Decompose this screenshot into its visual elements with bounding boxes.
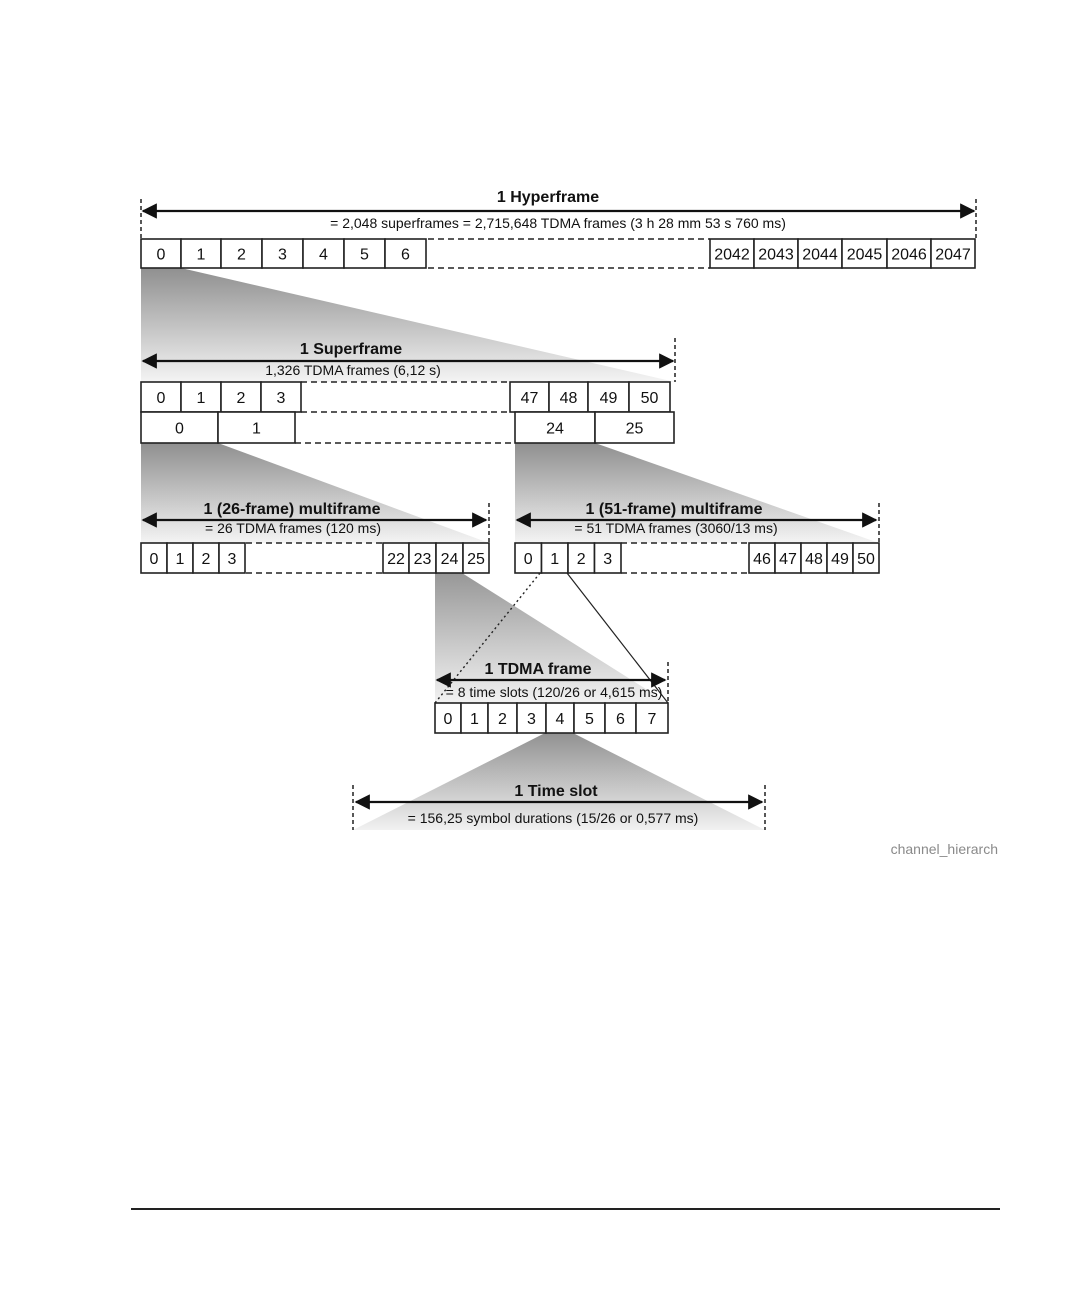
multiframe51-cell-label: 1 bbox=[550, 551, 560, 568]
hyperframe-cell-label: 0 bbox=[156, 246, 166, 264]
multiframe26-cell-label: 2 bbox=[201, 551, 211, 568]
superframe-cell-label: 50 bbox=[640, 390, 659, 407]
multiframe51-cell-label: 48 bbox=[805, 551, 823, 568]
multiframe26-title: 1 (26-frame) multiframe bbox=[203, 501, 381, 518]
multiframe26-subtitle: = 26 TDMA frames (120 ms) bbox=[205, 520, 381, 536]
superframe-cell-label: 25 bbox=[625, 420, 644, 438]
tdma-frame-cells bbox=[435, 703, 668, 733]
superframe-cell-label: 1 bbox=[196, 390, 206, 407]
superframe-subtitle: 1,326 TDMA frames (6,12 s) bbox=[265, 362, 441, 378]
multiframe51-cell-label: 50 bbox=[857, 551, 875, 568]
multiframe51-cells-left bbox=[515, 543, 621, 573]
superframe-cell-label: 49 bbox=[599, 390, 618, 407]
superframe-cell-label: 0 bbox=[156, 390, 166, 407]
multiframe51-cell-label: 0 bbox=[523, 551, 533, 568]
multiframe51-cell-label: 46 bbox=[753, 551, 771, 568]
time-slot-title: 1 Time slot bbox=[514, 783, 598, 800]
multiframe26-cell-label: 24 bbox=[440, 551, 459, 568]
superframe-cell-label: 0 bbox=[175, 420, 184, 438]
tdma-frame-cell-label: 6 bbox=[616, 711, 625, 728]
multiframe26-cell-label: 23 bbox=[413, 551, 432, 568]
figure-caption: channel_hierarch bbox=[890, 841, 998, 857]
superframe-row2-cells-right bbox=[515, 412, 674, 443]
superframe-cell-label: 3 bbox=[276, 390, 286, 407]
superframe-cell-label: 48 bbox=[559, 390, 578, 407]
multiframe26-cell-label: 0 bbox=[149, 551, 159, 568]
multiframe26-cell-label: 3 bbox=[227, 551, 237, 568]
superframe-cell-label: 24 bbox=[546, 420, 564, 438]
hyperframe-cell-label: 2045 bbox=[846, 246, 883, 264]
time-slot-subtitle: = 156,25 symbol durations (15/26 or 0,577 ms) bbox=[407, 810, 699, 826]
hyperframe-cell-label: 2046 bbox=[891, 246, 927, 264]
multiframe26-cells-right bbox=[383, 543, 489, 573]
multiframe51-cell-label: 3 bbox=[603, 551, 613, 568]
tdma-frame-cell-label: 0 bbox=[443, 711, 453, 728]
hyperframe-cell-label: 1 bbox=[196, 246, 206, 264]
multiframe26-cell-label: 25 bbox=[467, 551, 485, 568]
superframe-cell-label: 2 bbox=[236, 390, 246, 407]
tdma-frame-cell-label: 3 bbox=[527, 711, 536, 728]
tdma-frame-cell-label: 7 bbox=[647, 711, 657, 728]
superframe-title: 1 Superframe bbox=[299, 341, 403, 358]
tdma-frame-subtitle: = 8 time slots (120/26 or 4,615 ms) bbox=[445, 684, 663, 700]
hyperframe-cell-label: 2047 bbox=[935, 246, 971, 264]
multiframe26-cells-left bbox=[141, 543, 245, 573]
multiframe26-cell-label: 22 bbox=[387, 551, 405, 568]
multiframe26-cell-label: 1 bbox=[175, 551, 185, 568]
hyperframe-cell-label: 2 bbox=[237, 246, 246, 264]
superframe-row1-cells-left bbox=[141, 382, 301, 412]
multiframe51-cell-label: 2 bbox=[576, 551, 586, 568]
tdma-frame-cell-label: 2 bbox=[498, 711, 507, 728]
hyperframe-title: 1 Hyperframe bbox=[496, 189, 600, 206]
multiframe51-subtitle: = 51 TDMA frames (3060/13 ms) bbox=[574, 520, 778, 536]
hyperframe-cell-label: 4 bbox=[319, 246, 328, 264]
tdma-frame-cell-label: 5 bbox=[585, 711, 594, 728]
superframe-cell-label: 47 bbox=[520, 390, 539, 407]
superframe-row2-cells-left bbox=[141, 412, 295, 443]
hyperframe-cell-label: 2044 bbox=[802, 246, 838, 264]
hyperframe-cell-label: 2042 bbox=[714, 246, 750, 264]
superframe-cell-label: 1 bbox=[252, 420, 261, 438]
hyperframe-cells-right bbox=[710, 239, 975, 268]
hyperframe-subtitle: = 2,048 superframes = 2,715,648 TDMA frames (3 h 28 mm 53 s 760 ms) bbox=[330, 215, 786, 231]
multiframe51-cell-label: 49 bbox=[831, 551, 849, 568]
multiframe51-title: 1 (51-frame) multiframe bbox=[585, 501, 763, 518]
hyperframe-cell-label: 6 bbox=[401, 246, 410, 264]
tdma-frame-cell-label: 1 bbox=[470, 711, 479, 728]
tdma-frame-title: 1 TDMA frame bbox=[484, 661, 592, 678]
multiframe51-cells-right bbox=[749, 543, 879, 573]
footer-rule bbox=[131, 1208, 1000, 1210]
hyperframe-cell-label: 3 bbox=[278, 246, 287, 264]
tdma-frame-cell-label: 4 bbox=[555, 711, 565, 728]
hyperframe-cells-left bbox=[141, 239, 426, 268]
hyperframe-cell-label: 5 bbox=[360, 246, 369, 264]
multiframe51-cell-label: 47 bbox=[779, 551, 797, 568]
superframe-row1-cells-right bbox=[510, 382, 670, 412]
hyperframe-cell-label: 2043 bbox=[758, 246, 794, 264]
